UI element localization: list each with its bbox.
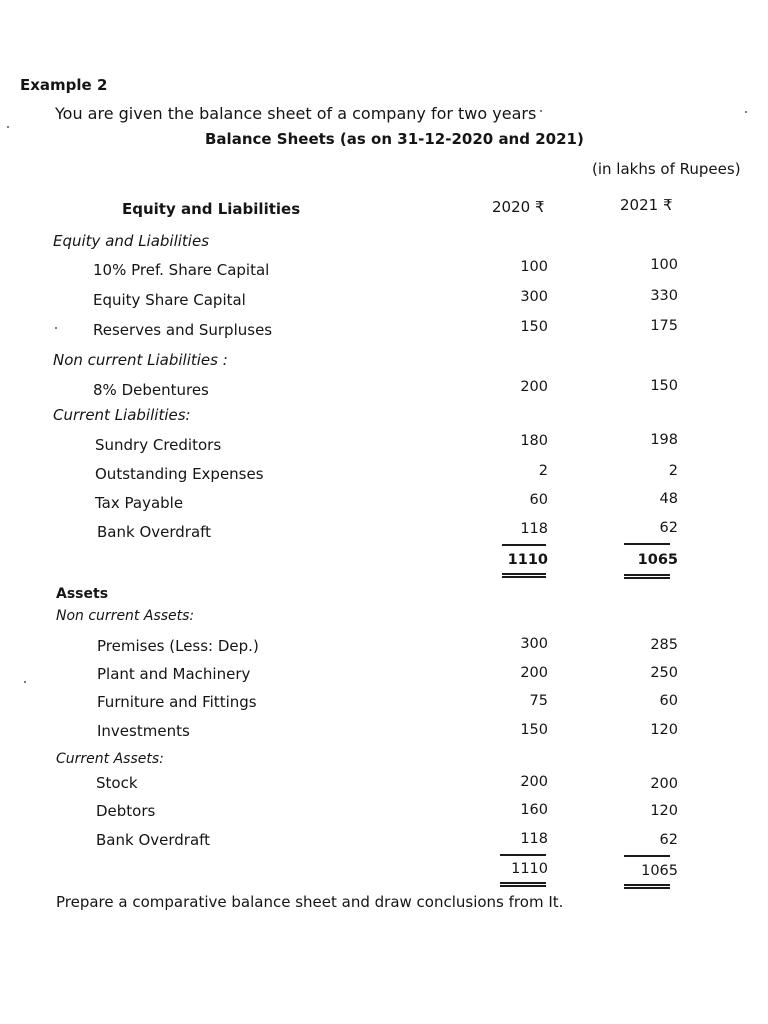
column-header-label: Equity and Liabilities xyxy=(122,200,301,218)
value-2021: 100 xyxy=(650,257,678,273)
assets-total-2020: 1110 xyxy=(511,861,548,877)
value-2021: 2 xyxy=(668,463,678,479)
value-2021: 175 xyxy=(650,318,678,334)
value-2021: 285 xyxy=(650,637,678,653)
value-2021: 60 xyxy=(659,693,678,709)
row-label: Plant and Machinery xyxy=(97,665,251,683)
row-label: Debtors xyxy=(96,802,156,820)
group-label-non-current-assets: Non current Assets: xyxy=(56,608,195,624)
scan-speck xyxy=(24,681,26,683)
value-2021: 198 xyxy=(650,432,678,448)
value-2020: 118 xyxy=(520,831,548,847)
value-2021: 48 xyxy=(659,491,678,507)
row-label: Sundry Creditors xyxy=(95,436,222,454)
value-2020: 2 xyxy=(538,463,548,479)
assets-total-2021: 1065 xyxy=(641,863,678,879)
value-2020: 200 xyxy=(520,774,548,790)
total-rule-bottom xyxy=(624,887,670,889)
total-rule-top xyxy=(500,854,546,856)
group-label-non-current-liabilities: Non current Liabilities : xyxy=(53,351,228,369)
example-heading: Example 2 xyxy=(20,76,108,94)
total-rule-bottom xyxy=(500,885,546,887)
total-rule-top xyxy=(502,544,546,546)
row-label: Premises (Less: Dep.) xyxy=(97,637,259,655)
value-2020: 180 xyxy=(520,433,548,449)
table-title: Balance Sheets (as on 31-12-2020 and 2021) xyxy=(205,130,584,148)
group-label-current-assets: Current Assets: xyxy=(56,751,164,767)
value-2021: 150 xyxy=(650,378,678,394)
row-label: Stock xyxy=(96,774,138,792)
row-label: Investments xyxy=(97,722,190,740)
value-2020: 300 xyxy=(520,636,548,652)
value-2020: 200 xyxy=(520,665,548,681)
value-2020: 60 xyxy=(529,492,548,508)
total-rule-top xyxy=(624,855,670,857)
row-label: Bank Overdraft xyxy=(97,523,212,541)
scan-speck xyxy=(540,110,542,112)
value-2020: 160 xyxy=(520,802,548,818)
value-2020: 118 xyxy=(520,521,548,537)
value-2021: 62 xyxy=(659,520,678,536)
column-header-2021: 2021 ₹ xyxy=(620,196,673,214)
value-2021: 62 xyxy=(659,832,678,848)
total-rule-bottom xyxy=(624,884,670,886)
scan-speck xyxy=(55,327,57,329)
scan-speck xyxy=(745,111,747,113)
value-2021: 120 xyxy=(650,803,678,819)
instruction-text: Prepare a comparative balance sheet and draw conclusions from It. xyxy=(56,893,564,911)
column-header-2020: 2020 ₹ xyxy=(492,198,545,216)
row-label: 8% Debentures xyxy=(93,381,209,399)
row-label: Bank Overdraft xyxy=(96,831,211,849)
row-label: Equity Share Capital xyxy=(93,291,246,309)
row-label: Reserves and Surpluses xyxy=(93,321,273,339)
total-rule-bottom xyxy=(502,573,546,575)
value-2021: 330 xyxy=(650,288,678,304)
liabilities-total-2021: 1065 xyxy=(637,552,678,568)
row-label: Tax Payable xyxy=(95,494,184,512)
value-2020: 100 xyxy=(520,259,548,275)
value-2021: 120 xyxy=(650,722,678,738)
value-2020: 75 xyxy=(529,693,548,709)
total-rule-bottom xyxy=(624,577,670,579)
total-rule-bottom xyxy=(624,574,670,576)
group-label-equity-liabilities: Equity and Liabilities xyxy=(53,232,210,250)
liabilities-total-2020: 1110 xyxy=(507,552,548,568)
group-label-current-liabilities: Current Liabilities: xyxy=(53,406,191,424)
value-2020: 150 xyxy=(520,722,548,738)
value-2020: 150 xyxy=(520,319,548,335)
value-2021: 200 xyxy=(650,776,678,792)
row-label: Furniture and Fittings xyxy=(97,693,257,711)
value-2020: 300 xyxy=(520,289,548,305)
value-2021: 250 xyxy=(650,665,678,681)
total-rule-bottom xyxy=(502,576,546,578)
row-label: 10% Pref. Share Capital xyxy=(93,261,270,279)
value-2020: 200 xyxy=(520,379,548,395)
assets-heading: Assets xyxy=(56,586,109,602)
row-label: Outstanding Expenses xyxy=(95,465,264,483)
scan-speck xyxy=(7,126,9,128)
unit-note: (in lakhs of Rupees) xyxy=(592,160,741,178)
intro-text: You are given the balance sheet of a company for two years xyxy=(55,104,537,123)
total-rule-bottom xyxy=(500,882,546,884)
total-rule-top xyxy=(624,543,670,545)
